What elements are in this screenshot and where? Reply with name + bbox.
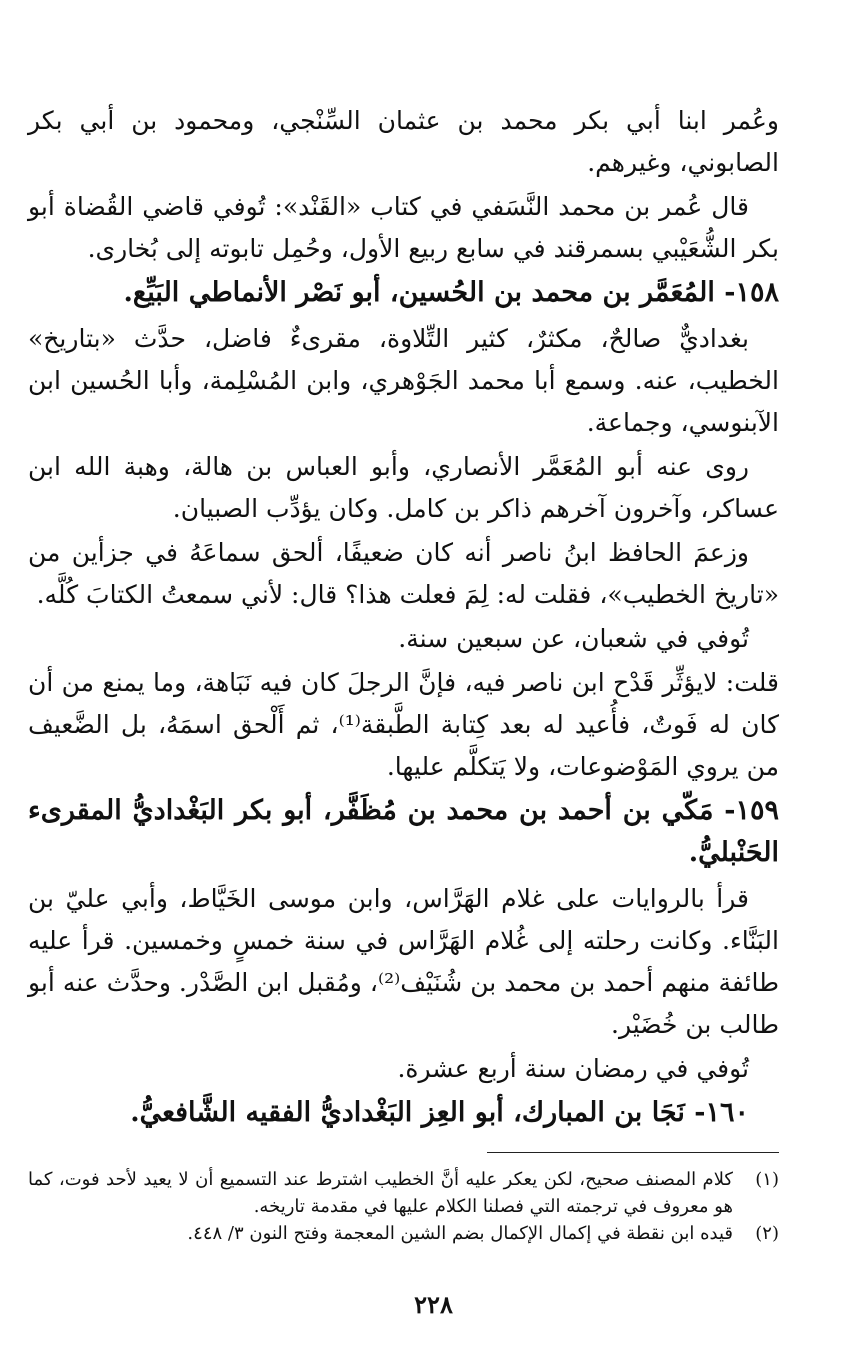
paragraph-entry-158-bio: بغداديٌّ صالحٌ، مكثرٌ، كثير التِّلاوة، مقرىءٌ فاضل، حدَّث «بتاريخ» الخطيب، عنه. وسمع أبا محمد الجَوْهري، وابن المُسْلِمة، وأبا الحُسين ابن الآبنوسي، وجماعة. (28, 324, 779, 437)
footnotes (28, 1166, 779, 1247)
paragraph-entry-158-criticism: وزعمَ الحافظ ابنُ ناصر أنه كان ضعيفًا، ألحق سماعَهُ في جزأين من «تاريخ الخطيب»، فقلت له: لِمَ فعلت هذا؟ قال: لأني سمعتُ الكتابَ كُلَّه. (28, 538, 779, 609)
footnote-2-text: قيده ابن نقطة في إكمال الإكمال بضم الشين المعجمة وفتح النون ٣/ ٤٤٨. (187, 1223, 733, 1244)
paragraph-entry-159-death: تُوفي في رمضان سنة أربع عشرة. (397, 1054, 749, 1083)
paragraph-entry-159-bio: قرأ بالروايات على غلام الهَرَّاس، وابن موسى الخَيَّاط، وأبي عليّ بن البَنَّاء. وكانت رحلته إلى غُلام الهَرَّاس في سنة خمسٍ وخمسين. قرأ عليه طائفة منهم أحمد بن محمد بن شُنَيْف⁽²⁾، ومُقبل ابن الصَّدْر. وحدَّث عنه أبو طالب بن خُضَيْر. (28, 884, 779, 1039)
footnote-1-text: كلام المصنف صحيح، لكن يعكر عليه أنَّ الخطيب اشترط عند التسميع أن لا يعيد لأحد فوت، كما هو معروف في ترجمته التي فصلنا الكلام عليها في مقدمة تاريخه. (28, 1169, 733, 1217)
paragraph-continuation: وعُمر ابنا أبي بكر محمد بن عثمان السِّنْجي، ومحمود بن أبي بكر الصابوني، وغيرهم. (28, 106, 779, 177)
entry-heading-158: ١٥٨- المُعَمَّر بن محمد بن الحُسين، أبو نَصْر الأنماطي البَيِّع. (123, 277, 779, 308)
footnote-1 (28, 1166, 779, 1220)
paragraph-entry-158-death: تُوفي في شعبان، عن سبعين سنة. (398, 624, 749, 653)
footnote-2-mark: (٢) (755, 1223, 779, 1244)
entry-heading-160: ١٦٠- نَجَا بن المبارك، أبو العِز البَغْداديُّ الفقيه الشَّافعيُّ. (130, 1097, 749, 1128)
paragraph-entry-158-author-note: قلت: لايؤثِّر قَدْح ابن ناصر فيه، فإنَّ الرجلَ كان فيه نَبَاهة، وما يمنع من أن كان له فَوتٌ، فأُعيد له بعد كِتابة الطَّبقة⁽¹⁾، ثم أَلْحق اسمَهُ، بل الضَّعيف من يروي المَوْضوعات، ولا يَتكلَّم عليها. (28, 668, 779, 781)
footnote-1-mark: (١) (755, 1169, 779, 1190)
paragraph-entry-158-students: روى عنه أبو المُعَمَّر الأنصاري، وأبو العباس بن هالة، وهبة الله ابن عساكر، وآخرون آخرهم ذاكر بن كامل. وكان يؤدِّب الصبيان. (28, 452, 779, 523)
page-number: ٢٢٨ (414, 1290, 453, 1319)
entry-heading-159: ١٥٩- مَكّي بن أحمد بن محمد بن مُظَفَّر، أبو بكر البَغْداديُّ المقرىء الحَنْبليُّ. (28, 795, 779, 868)
footnote-divider (487, 1152, 779, 1153)
footnote-2 (28, 1220, 779, 1247)
paragraph-nasafi-quote: قال عُمر بن محمد النَّسَفي في كتاب «القَنْد»: تُوفي قاضي القُضاة أبو بكر الشُّعَيْبي بسمرقند في سابع ربيع الأول، وحُمِل تابوته إلى بُخارى. (28, 192, 779, 263)
